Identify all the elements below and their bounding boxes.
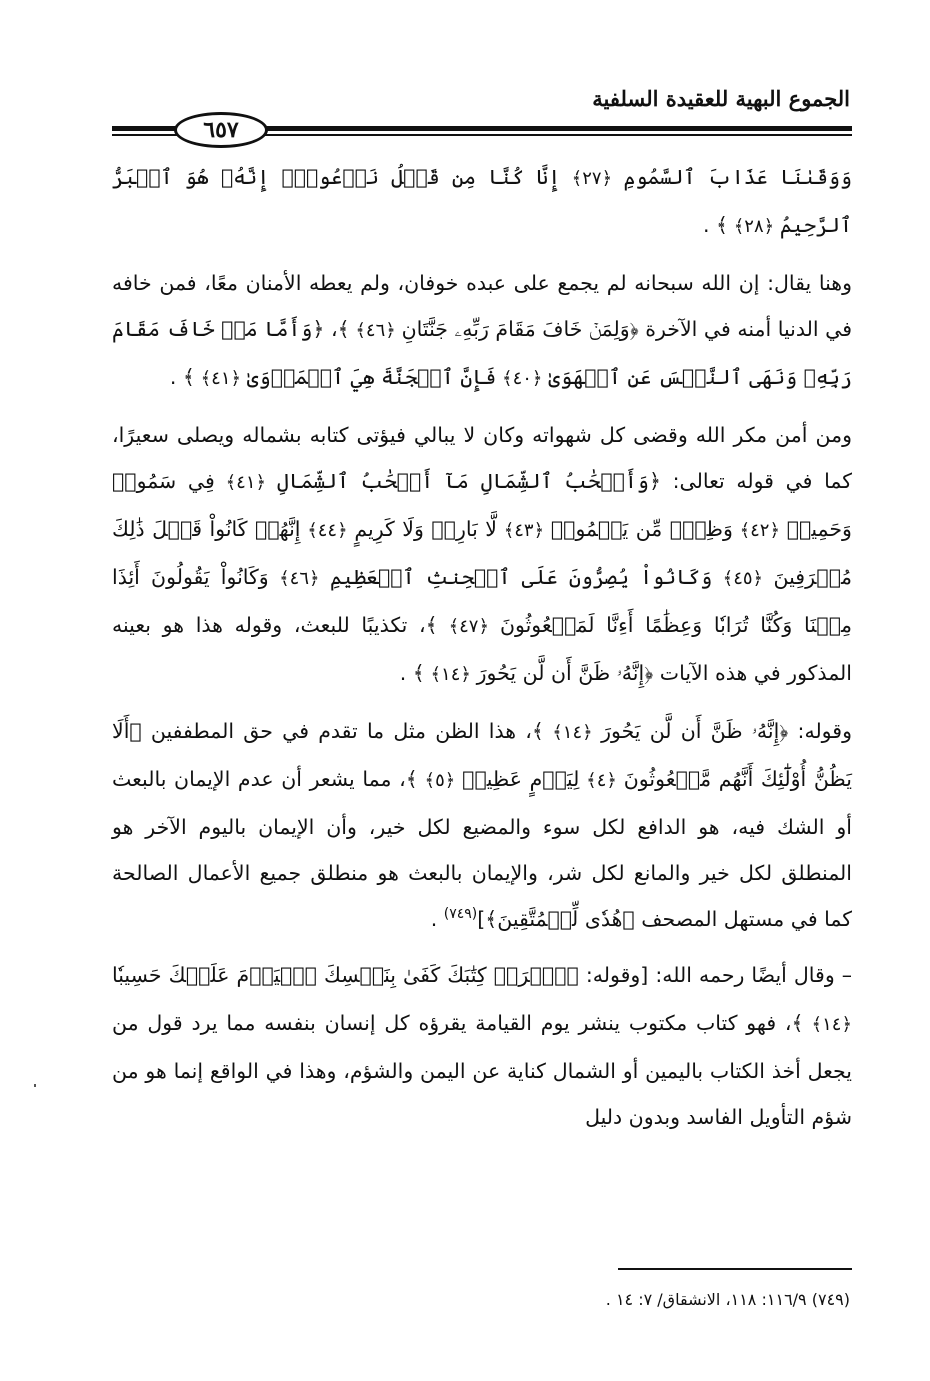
footnote-ref: (٧٤٩): [443, 906, 478, 923]
verse-number: ﴿٢٨﴾: [728, 216, 780, 237]
quran-quote: ﴿وَأَصۡحَٰبُ ٱلشِّمَالِ مَآ أَصۡحَٰبُ ٱلشِّمَالِ: [276, 469, 661, 493]
verse-number: ﴿٤٠﴾: [496, 368, 549, 389]
paragraph-text: ﴾ .: [169, 365, 195, 389]
quran-quote: ﴿وَلِمَنۡ خَافَ مَقَامَ رَبِّهِۦ جَنَّتَانِ: [401, 317, 639, 341]
verse-number: ﴿٤٥﴾: [712, 568, 774, 589]
paragraph: [112, 952, 852, 1140]
quran-quote: وَكَانُواْ يُصِرُّونَ عَلَى ٱلۡحِنثِ ٱلۡعَظِيمِ: [329, 565, 713, 589]
verse-number: ﴿٤٣﴾: [497, 520, 551, 541]
paragraph-text: – وقال أيضًا رحمه الله: [وقوله:: [578, 963, 852, 987]
verse-number: ﴿٤٧﴾: [437, 616, 500, 637]
quran-quote: لَّا بَارِدٖ وَلَا كَرِيمٍ: [354, 517, 497, 541]
paragraph-text: ومن أمن مكر الله وقضى كل شهواته وكان لا يبالي فيؤتى كتابه بشماله ويصلى سعيرًا، كما في قوله تعالى:: [112, 423, 852, 493]
margin-speck: [34, 1084, 36, 1087]
paragraph: [112, 154, 852, 250]
paragraph-text: .: [430, 907, 444, 931]
verse-number: ﴿١٤﴾: [424, 664, 477, 685]
footnote: (٧٤٩) ١١٦/٩: ١١٨، الانشقاق/ ٧: ١٤ .: [605, 1290, 850, 1309]
paragraph-text: ﴾، فهو كتاب مكتوب ينشر يوم القيامة يقرؤه كل إنسان بنفسه مما يرد قول من يجعل أخذ الكتاب باليمين أو الشمال كناية عن اليمن والشؤم، وهذا في الواقع إنما هو من شؤم التأويل الفاسد وبدون دليل: [112, 1011, 852, 1129]
quran-quote: وَكَانُواْ يَقُولُونَ أَئِذَا مِتۡنَا وَكُنَّا تُرَابٗا وَعِظَٰمًا أَءِنَّا لَمَبۡعُوثُونَ: [112, 565, 853, 637]
verse-number: ﴿٤٦﴾: [349, 320, 402, 341]
paragraph: [112, 412, 852, 698]
quran-quote: ﴿أَلَا يَظُنُّ أُوْلَٰٓئِكَ أَنَّهُم مَّبۡعُوثُونَ: [112, 719, 852, 791]
quran-quote: إِنَّا كُنَّا مِن قَبۡلُ نَدۡعُوهُۖ إِنَّهُۥ هُوَ ٱلۡبَرُّ ٱلرَّحِيمُ: [112, 165, 852, 237]
paragraph-text: ﴾،: [324, 317, 350, 341]
paragraph-text: وقوله:: [788, 719, 852, 743]
header-rule: [112, 110, 852, 150]
verse-number: ﴿٤٤﴾: [300, 520, 355, 541]
quran-quote: فِي سَمُومٖ وَحَمِيمٖ: [112, 469, 852, 541]
paragraph-text: ﴾ .: [702, 213, 729, 237]
paragraph-text: ﴾، تكذيبًا للبعث، وقوله هذا هو بعينه المذكور في هذه الآيات: [112, 613, 852, 685]
quran-quote: ﴿إِنَّهُۥ ظَنَّ أَن لَّن يَحُورَ: [476, 661, 654, 685]
paragraph: [112, 260, 852, 402]
verse-number: ﴿١٤﴾: [803, 1014, 852, 1035]
running-header-title: الجموع البهية للعقيدة السلفية: [592, 86, 850, 111]
quran-quote: فَإِنَّ ٱلۡجَنَّةَ هِيَ ٱلۡمَأۡوَىٰ: [246, 365, 497, 389]
quran-quote: ﴿وَأَمَّا مَنۡ خَافَ مَقَامَ رَبِّهِۦ وَنَهَى ٱلنَّفۡسَ عَنِ ٱلۡهَوَىٰ: [112, 317, 852, 389]
quran-quote: وَظِلّٖ مِّن يَحۡمُومٖ: [550, 517, 733, 541]
verse-number: ﴿٢٧﴾: [560, 168, 624, 189]
quran-quote: لِيَوۡمٍ عَظِيمٖ: [462, 767, 580, 791]
paragraph: [112, 708, 852, 942]
verse-number: ﴿١٤﴾: [543, 722, 602, 743]
paragraph-text: ﴾، مما يشعر أن عدم الإيمان بالبعث أو الشك فيه، هو الدافع لكل سوء والمضيع لكل خير، وأن الإيمان باليوم الآخر هو المنطلق لكل خير والمانع لكل شر، والإيمان بالبعث هو منطلق جميع الأعمال الصالحة كما في مستهل المصحف: [112, 767, 852, 931]
verse-number: ﴿٤١﴾: [214, 472, 277, 493]
page-number: ٦٥٧: [174, 112, 268, 148]
quran-quote: وَوَقَىٰنَا عَذَابَ ٱلسَّمُومِ: [623, 165, 852, 189]
paragraph-text: ﴾ .: [399, 661, 425, 685]
verse-number: ﴿٤٢﴾: [732, 520, 787, 541]
quran-quote: إِنَّهُمۡ كَانُواْ قَبۡلَ ذَٰلِكَ مُتۡرَفِينَ: [112, 517, 852, 589]
body-text: [112, 154, 852, 1140]
quran-quote: ﴿هُدٗى لِّلۡمُتَّقِينَ: [497, 907, 635, 931]
verse-number: ﴿٥﴾: [417, 770, 463, 791]
verse-number: ﴿٤١﴾: [194, 368, 247, 389]
quran-quote: ﴿ٱقۡرَأۡ كِتَٰبَكَ كَفَىٰ بِنَفۡسِكَ ٱلۡيَوۡمَ عَلَيۡكَ حَسِيبٗا: [112, 963, 579, 987]
verse-number: ﴿٤﴾: [579, 770, 624, 791]
paragraph-text: ﴾]: [477, 907, 498, 931]
paragraph-text: وهنا يقال: إن الله سبحانه لم يجمع على عبده خوفان، ولم يعطه الأمنان معًا، فمن خافه في الدنيا أمنه في الآخرة: [112, 271, 852, 341]
footnote-separator: [618, 1268, 852, 1270]
paragraph-text: ﴾، هذا الظن مثل ما تقدم في حق المطففين: [141, 719, 544, 743]
verse-number: ﴿٤٦﴾: [268, 568, 330, 589]
quran-quote: ﴿إِنَّهُۥ ظَنَّ أَن لَّن يَحُورَ: [601, 719, 789, 743]
